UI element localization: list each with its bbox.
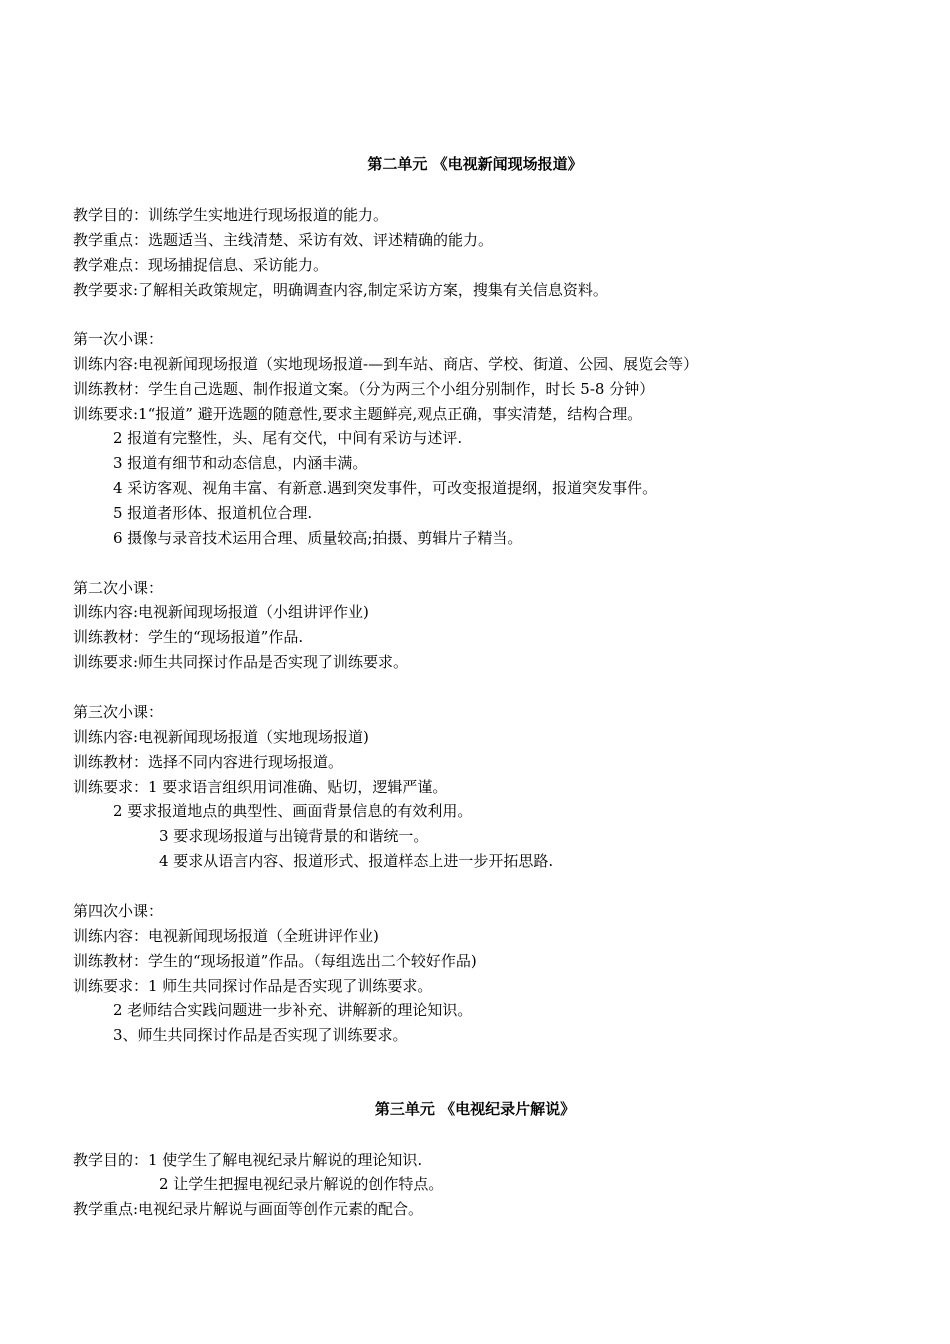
lesson3-requirement-4: 4 要求从语言内容、报道形式、报道样态上进一步开拓思路. (159, 852, 554, 870)
lesson1-requirement-1: 训练要求:1“报道” 避开选题的随意性,要求主题鲜亮,观点正确，事实清楚，结构合理。 (73, 405, 643, 423)
lesson3-heading: 第三次小课： (73, 703, 164, 721)
lesson1-material: 训练教材：学生自己选题、制作报道文案。（分为两三个小组分别制作，时长 5-8 分钟） (73, 380, 655, 398)
lesson3-requirement-2: 2 要求报道地点的典型性、画面背景信息的有效利用。 (113, 802, 473, 820)
unit2-title: 第二单元 《电视新闻现场报道》 (367, 155, 583, 173)
lesson1-heading: 第一次小课： (73, 330, 164, 348)
unit2-requirements: 教学要求:了解相关政策规定，明确调查内容,制定采访方案，搜集有关信息资料。 (73, 281, 608, 299)
unit2-key-points: 教学重点：选题适当、主线清楚、采访有效、评述精确的能力。 (73, 231, 494, 249)
lesson4-requirement-1: 训练要求：1 师生共同探讨作品是否实现了训练要求。 (73, 977, 433, 995)
lesson1-requirement-4: 4 采访客观、视角丰富、有新意.遇到突发事件，可改变报道提纲，报道突发事件。 (113, 479, 658, 497)
lesson4-content: 训练内容：电视新闻现场报道（全班讲评作业) (73, 927, 379, 945)
lesson3-content: 训练内容:电视新闻现场报道（实地现场报道) (73, 728, 369, 746)
unit3-objective-1: 教学目的：1 使学生了解电视纪录片解说的理论知识. (73, 1151, 423, 1169)
lesson1-requirement-6: 6 摄像与录音技术运用合理、质量较高;拍摄、剪辑片子精当。 (113, 529, 523, 547)
lesson4-material: 训练教材：学生的“现场报道”作品。（每组选出二个较好作品) (73, 952, 477, 970)
lesson2-content: 训练内容:电视新闻现场报道（小组讲评作业) (73, 603, 369, 621)
unit3-key-points: 教学重点:电视纪录片解说与画面等创作元素的配合。 (73, 1200, 424, 1218)
unit3-title: 第三单元 《电视纪录片解说》 (374, 1100, 576, 1118)
lesson1-content: 训练内容:电视新闻现场报道（实地现场报道-—到车站、商店、学校、街道、公园、展览会等） (73, 355, 699, 373)
lesson3-requirement-3: 3 要求现场报道与出镜背景的和谐统一。 (159, 827, 429, 845)
lesson4-requirement-2: 2 老师结合实践问题进一步补充、讲解新的理论知识。 (113, 1001, 473, 1019)
lesson3-material: 训练教材：选择不同内容进行现场报道。 (73, 753, 344, 771)
lesson4-requirement-3: 3、师生共同探讨作品是否实现了训练要求。 (113, 1026, 408, 1044)
lesson1-requirement-5: 5 报道者形体、报道机位合理. (113, 504, 313, 522)
unit2-objective: 教学目的：训练学生实地进行现场报道的能力。 (73, 206, 389, 224)
lesson2-requirement: 训练要求:师生共同探讨作品是否实现了训练要求。 (73, 653, 409, 671)
lesson1-requirement-2: 2 报道有完整性，头、尾有交代，中间有采访与述评. (113, 429, 463, 447)
lesson4-heading: 第四次小课： (73, 902, 164, 920)
lesson2-material: 训练教材：学生的“现场报道”作品. (73, 628, 304, 646)
lesson2-heading: 第二次小课： (73, 579, 164, 597)
lesson3-requirement-1: 训练要求：1 要求语言组织用词准确、贴切，逻辑严谨。 (73, 778, 448, 796)
lesson1-requirement-3: 3 报道有细节和动态信息，内涵丰满。 (113, 454, 368, 472)
unit2-difficulties: 教学难点：现场捕捉信息、采访能力。 (73, 256, 329, 274)
unit3-objective-2: 2 让学生把握电视纪录片解说的创作特点。 (159, 1175, 444, 1193)
